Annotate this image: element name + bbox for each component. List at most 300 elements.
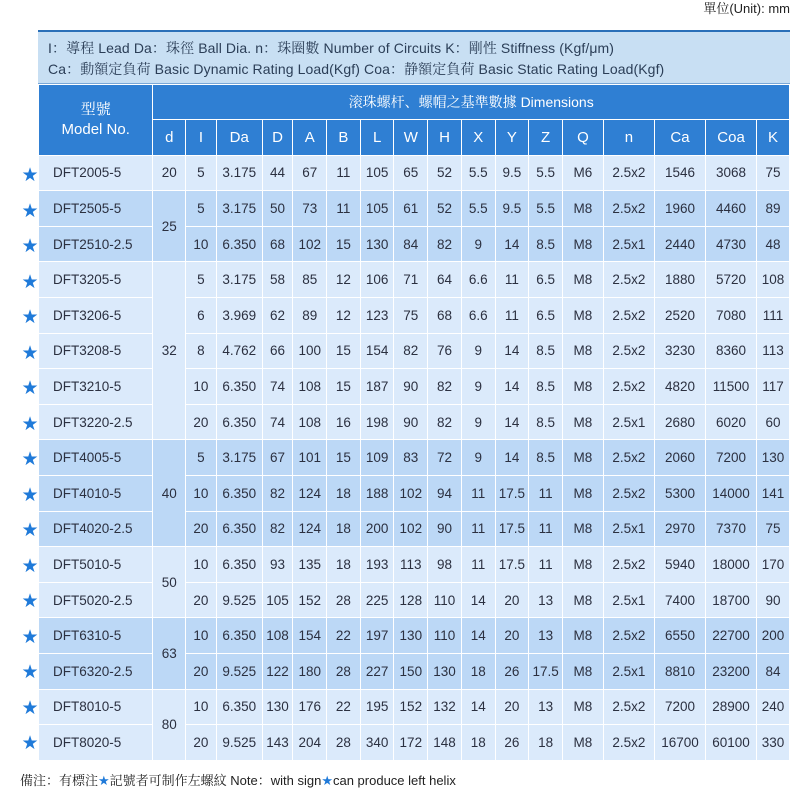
column-header-l: L xyxy=(360,120,394,156)
cell-da: 6.350 xyxy=(216,689,262,725)
cell-a: 152 xyxy=(293,582,327,618)
cell-a: 135 xyxy=(293,547,327,583)
model-cell: DFT4005-5 xyxy=(39,440,153,476)
cell-z: 8.5 xyxy=(529,440,563,476)
cell-y: 20 xyxy=(495,582,529,618)
cell-i: 5 xyxy=(186,191,217,227)
model-cell: DFT3220-2.5 xyxy=(39,404,153,440)
cell-n: 2.5x1 xyxy=(603,226,654,262)
cell-coa: 3068 xyxy=(706,155,757,191)
model-cell: DFT5010-5 xyxy=(39,547,153,583)
cell-a: 100 xyxy=(293,333,327,369)
cell-da: 6.350 xyxy=(216,475,262,511)
cell-n: 2.5x2 xyxy=(603,725,654,761)
model-cell: DFT5020-2.5 xyxy=(39,582,153,618)
cell-d: 108 xyxy=(262,618,293,654)
cell-ca: 5300 xyxy=(654,475,705,511)
model-cell: DFT3205-5 xyxy=(39,262,153,298)
cell-w: 71 xyxy=(394,262,428,298)
model-header-en: Model No. xyxy=(61,120,130,138)
cell-q: M8 xyxy=(562,226,603,262)
star-icon: ★ xyxy=(21,342,39,364)
cell-k: 170 xyxy=(757,547,790,583)
cell-i: 6 xyxy=(186,297,217,333)
cell-l: 225 xyxy=(360,582,394,618)
cell-coa: 6020 xyxy=(706,404,757,440)
footer-note xyxy=(20,770,456,789)
cell-l: 105 xyxy=(360,155,394,191)
model-cell: DFT2005-5 xyxy=(39,155,153,191)
cell-b: 15 xyxy=(327,333,361,369)
cell-w: 82 xyxy=(394,333,428,369)
cell-n: 2.5x2 xyxy=(603,618,654,654)
cell-l: 340 xyxy=(360,725,394,761)
cell-h: 76 xyxy=(428,333,462,369)
cell-coa: 22700 xyxy=(706,618,757,654)
cell-w: 90 xyxy=(394,369,428,405)
cell-da: 4.762 xyxy=(216,333,262,369)
cell-b: 11 xyxy=(327,155,361,191)
table-row xyxy=(39,547,790,583)
d-cell: 25 xyxy=(153,191,186,262)
star-icon: ★ xyxy=(21,662,39,683)
cell-x: 9 xyxy=(461,333,495,369)
cell-da: 3.969 xyxy=(216,297,262,333)
cell-da: 9.525 xyxy=(216,582,262,618)
cell-da: 3.175 xyxy=(216,155,262,191)
cell-a: 101 xyxy=(293,440,327,476)
cell-coa: 28900 xyxy=(706,689,757,725)
cell-coa: 7200 xyxy=(706,440,757,476)
star-icon: ★ xyxy=(21,555,39,577)
cell-coa: 7370 xyxy=(706,511,757,547)
cell-h: 64 xyxy=(428,262,462,298)
cell-i: 20 xyxy=(186,653,217,689)
cell-d: 58 xyxy=(262,262,293,298)
cell-k: 240 xyxy=(757,689,790,725)
cell-x: 11 xyxy=(461,475,495,511)
cell-d: 105 xyxy=(262,582,293,618)
cell-l: 109 xyxy=(360,440,394,476)
table-row xyxy=(39,725,790,761)
legend-line-1: I：導程 Lead Da：珠徑 Ball Dia. n：珠圈數 Number of Circuits K：剛性 Stiffness (Kgf/μm) xyxy=(48,40,615,56)
cell-da: 9.525 xyxy=(216,653,262,689)
cell-w: 128 xyxy=(394,582,428,618)
cell-l: 106 xyxy=(360,262,394,298)
cell-y: 17.5 xyxy=(495,511,529,547)
cell-q: M8 xyxy=(562,475,603,511)
cell-y: 17.5 xyxy=(495,475,529,511)
cell-q: M8 xyxy=(562,618,603,654)
cell-da: 3.175 xyxy=(216,262,262,298)
cell-y: 26 xyxy=(495,653,529,689)
table-row xyxy=(39,297,790,333)
cell-x: 14 xyxy=(461,689,495,725)
cell-w: 150 xyxy=(394,653,428,689)
cell-a: 67 xyxy=(293,155,327,191)
cell-k: 84 xyxy=(757,653,790,689)
cell-a: 204 xyxy=(293,725,327,761)
cell-i: 20 xyxy=(186,404,217,440)
cell-h: 52 xyxy=(428,155,462,191)
cell-z: 17.5 xyxy=(529,653,563,689)
cell-b: 16 xyxy=(327,404,361,440)
cell-l: 154 xyxy=(360,333,394,369)
cell-h: 82 xyxy=(428,404,462,440)
cell-b: 11 xyxy=(327,191,361,227)
spec-table xyxy=(38,84,790,761)
cell-h: 72 xyxy=(428,440,462,476)
cell-z: 18 xyxy=(529,725,563,761)
cell-da: 6.350 xyxy=(216,547,262,583)
cell-l: 187 xyxy=(360,369,394,405)
cell-ca: 2970 xyxy=(654,511,705,547)
cell-q: M8 xyxy=(562,262,603,298)
cell-q: M8 xyxy=(562,369,603,405)
column-header-x: X xyxy=(461,120,495,156)
note-prefix: 備注：有標注 xyxy=(20,773,99,788)
cell-n: 2.5x1 xyxy=(603,511,654,547)
table-row xyxy=(39,226,790,262)
cell-d: 143 xyxy=(262,725,293,761)
cell-coa: 7080 xyxy=(706,297,757,333)
cell-d: 62 xyxy=(262,297,293,333)
cell-n: 2.5x2 xyxy=(603,475,654,511)
table-row xyxy=(39,582,790,618)
cell-z: 6.5 xyxy=(529,297,563,333)
cell-q: M6 xyxy=(562,155,603,191)
cell-w: 102 xyxy=(394,475,428,511)
model-header-zh: 型號 xyxy=(80,100,111,118)
cell-da: 9.525 xyxy=(216,725,262,761)
star-icon: ★ xyxy=(21,484,39,506)
cell-k: 130 xyxy=(757,440,790,476)
cell-ca: 16700 xyxy=(654,725,705,761)
cell-z: 13 xyxy=(529,618,563,654)
cell-h: 132 xyxy=(428,689,462,725)
table-row xyxy=(39,262,790,298)
cell-l: 130 xyxy=(360,226,394,262)
cell-z: 8.5 xyxy=(529,404,563,440)
star-icon: ★ xyxy=(21,378,39,399)
cell-ca: 2680 xyxy=(654,404,705,440)
cell-da: 3.175 xyxy=(216,440,262,476)
cell-x: 14 xyxy=(461,618,495,654)
cell-b: 28 xyxy=(327,582,361,618)
cell-z: 8.5 xyxy=(529,369,563,405)
cell-da: 6.350 xyxy=(216,511,262,547)
cell-h: 94 xyxy=(428,475,462,511)
cell-y: 9.5 xyxy=(495,191,529,227)
star-icon: ★ xyxy=(21,165,39,186)
cell-d: 68 xyxy=(262,226,293,262)
cell-y: 26 xyxy=(495,725,529,761)
cell-y: 20 xyxy=(495,618,529,654)
cell-n: 2.5x2 xyxy=(603,262,654,298)
cell-i: 5 xyxy=(186,262,217,298)
cell-z: 11 xyxy=(529,511,563,547)
star-icon: ★ xyxy=(21,413,39,435)
column-header-y: Y xyxy=(495,120,529,156)
cell-n: 2.5x1 xyxy=(603,653,654,689)
cell-h: 90 xyxy=(428,511,462,547)
model-cell: DFT2505-5 xyxy=(39,191,153,227)
cell-h: 52 xyxy=(428,191,462,227)
cell-b: 15 xyxy=(327,226,361,262)
cell-z: 8.5 xyxy=(529,333,563,369)
cell-x: 5.5 xyxy=(461,191,495,227)
cell-w: 61 xyxy=(394,191,428,227)
cell-w: 75 xyxy=(394,297,428,333)
cell-k: 48 xyxy=(757,226,790,262)
cell-k: 330 xyxy=(757,725,790,761)
cell-d: 50 xyxy=(262,191,293,227)
cell-coa: 5720 xyxy=(706,262,757,298)
cell-z: 13 xyxy=(529,582,563,618)
cell-k: 111 xyxy=(757,297,790,333)
cell-a: 180 xyxy=(293,653,327,689)
dimensions-header: 滚珠螺杆、螺帽之基準數據 Dimensions xyxy=(153,85,790,120)
cell-q: M8 xyxy=(562,297,603,333)
cell-q: M8 xyxy=(562,582,603,618)
cell-n: 2.5x2 xyxy=(603,155,654,191)
d-cell: 50 xyxy=(153,547,186,618)
model-cell: DFT4010-5 xyxy=(39,475,153,511)
cell-w: 172 xyxy=(394,725,428,761)
column-header-n: n xyxy=(603,120,654,156)
cell-x: 5.5 xyxy=(461,155,495,191)
cell-k: 75 xyxy=(757,155,790,191)
star-icon: ★ xyxy=(21,449,39,470)
cell-x: 6.6 xyxy=(461,297,495,333)
cell-d: 82 xyxy=(262,511,293,547)
table-row xyxy=(39,404,790,440)
model-cell: DFT3206-5 xyxy=(39,297,153,333)
cell-i: 8 xyxy=(186,333,217,369)
cell-i: 10 xyxy=(186,369,217,405)
cell-a: 124 xyxy=(293,475,327,511)
cell-w: 83 xyxy=(394,440,428,476)
cell-d: 130 xyxy=(262,689,293,725)
cell-a: 73 xyxy=(293,191,327,227)
d-cell: 20 xyxy=(153,155,186,191)
cell-n: 2.5x2 xyxy=(603,369,654,405)
cell-a: 108 xyxy=(293,369,327,405)
column-header-w: W xyxy=(394,120,428,156)
note-mid: 記號者可制作左螺紋 Note：with sign xyxy=(109,773,322,788)
cell-q: M8 xyxy=(562,404,603,440)
cell-x: 9 xyxy=(461,226,495,262)
cell-i: 5 xyxy=(186,155,217,191)
cell-x: 18 xyxy=(461,725,495,761)
cell-b: 18 xyxy=(327,547,361,583)
cell-ca: 1546 xyxy=(654,155,705,191)
cell-l: 198 xyxy=(360,404,394,440)
cell-w: 113 xyxy=(394,547,428,583)
column-header-d: D xyxy=(262,120,293,156)
cell-b: 12 xyxy=(327,297,361,333)
cell-n: 2.5x2 xyxy=(603,333,654,369)
cell-i: 10 xyxy=(186,226,217,262)
cell-h: 82 xyxy=(428,369,462,405)
model-cell: DFT3208-5 xyxy=(39,333,153,369)
cell-ca: 2520 xyxy=(654,297,705,333)
cell-w: 102 xyxy=(394,511,428,547)
cell-b: 28 xyxy=(327,653,361,689)
star-icon: ★ xyxy=(21,520,39,541)
cell-coa: 8360 xyxy=(706,333,757,369)
cell-y: 14 xyxy=(495,404,529,440)
column-header-z: Z xyxy=(529,120,563,156)
cell-d: 74 xyxy=(262,404,293,440)
cell-z: 11 xyxy=(529,547,563,583)
column-header-coa: Coa xyxy=(706,120,757,156)
cell-x: 9 xyxy=(461,440,495,476)
cell-x: 9 xyxy=(461,404,495,440)
cell-b: 22 xyxy=(327,618,361,654)
cell-w: 84 xyxy=(394,226,428,262)
cell-l: 200 xyxy=(360,511,394,547)
cell-ca: 1880 xyxy=(654,262,705,298)
cell-a: 108 xyxy=(293,404,327,440)
cell-l: 227 xyxy=(360,653,394,689)
cell-a: 124 xyxy=(293,511,327,547)
cell-k: 113 xyxy=(757,333,790,369)
cell-x: 6.6 xyxy=(461,262,495,298)
cell-i: 5 xyxy=(186,440,217,476)
cell-ca: 2060 xyxy=(654,440,705,476)
cell-i: 10 xyxy=(186,618,217,654)
table-row xyxy=(39,333,790,369)
cell-x: 11 xyxy=(461,547,495,583)
cell-b: 18 xyxy=(327,475,361,511)
cell-x: 11 xyxy=(461,511,495,547)
column-header-i: I xyxy=(186,120,217,156)
model-cell: DFT6310-5 xyxy=(39,618,153,654)
table-row xyxy=(39,653,790,689)
cell-y: 17.5 xyxy=(495,547,529,583)
cell-x: 18 xyxy=(461,653,495,689)
column-header-h: H xyxy=(428,120,462,156)
cell-l: 123 xyxy=(360,297,394,333)
cell-y: 9.5 xyxy=(495,155,529,191)
cell-i: 10 xyxy=(186,475,217,511)
cell-n: 2.5x2 xyxy=(603,689,654,725)
star-icon: ★ xyxy=(21,307,39,328)
cell-q: M8 xyxy=(562,191,603,227)
header-row-title xyxy=(39,85,790,120)
cell-y: 11 xyxy=(495,297,529,333)
cell-h: 130 xyxy=(428,653,462,689)
cell-k: 60 xyxy=(757,404,790,440)
cell-da: 6.350 xyxy=(216,404,262,440)
d-cell: 32 xyxy=(153,262,186,440)
cell-coa: 4730 xyxy=(706,226,757,262)
star-icon: ★ xyxy=(321,773,333,788)
cell-da: 6.350 xyxy=(216,618,262,654)
cell-q: M8 xyxy=(562,653,603,689)
column-header-da: Da xyxy=(216,120,262,156)
column-header-ca: Ca xyxy=(654,120,705,156)
cell-k: 90 xyxy=(757,582,790,618)
table-row xyxy=(39,689,790,725)
cell-coa: 18700 xyxy=(706,582,757,618)
star-icon: ★ xyxy=(21,200,39,222)
cell-q: M8 xyxy=(562,333,603,369)
cell-coa: 60100 xyxy=(706,725,757,761)
cell-d: 122 xyxy=(262,653,293,689)
column-header-d: d xyxy=(153,120,186,156)
d-cell: 40 xyxy=(153,440,186,547)
cell-q: M8 xyxy=(562,689,603,725)
cell-k: 75 xyxy=(757,511,790,547)
cell-coa: 14000 xyxy=(706,475,757,511)
column-header-b: B xyxy=(327,120,361,156)
cell-n: 2.5x2 xyxy=(603,440,654,476)
cell-z: 5.5 xyxy=(529,155,563,191)
cell-b: 22 xyxy=(327,689,361,725)
table-row xyxy=(39,475,790,511)
cell-a: 89 xyxy=(293,297,327,333)
cell-a: 176 xyxy=(293,689,327,725)
table-row xyxy=(39,155,790,191)
cell-ca: 7400 xyxy=(654,582,705,618)
legend-line-2: Ca：動額定負荷 Basic Dynamic Rating Load(Kgf) Coa：静額定負荷 Basic Static Rating Load(Kgf) xyxy=(48,61,665,77)
cell-n: 2.5x1 xyxy=(603,582,654,618)
cell-y: 14 xyxy=(495,369,529,405)
star-icon: ★ xyxy=(21,697,39,719)
cell-d: 93 xyxy=(262,547,293,583)
cell-l: 195 xyxy=(360,689,394,725)
cell-y: 20 xyxy=(495,689,529,725)
cell-coa: 11500 xyxy=(706,369,757,405)
cell-d: 74 xyxy=(262,369,293,405)
cell-q: M8 xyxy=(562,440,603,476)
cell-z: 6.5 xyxy=(529,262,563,298)
cell-a: 154 xyxy=(293,618,327,654)
cell-z: 13 xyxy=(529,689,563,725)
cell-n: 2.5x2 xyxy=(603,547,654,583)
cell-i: 10 xyxy=(186,689,217,725)
cell-d: 82 xyxy=(262,475,293,511)
model-cell: DFT3210-5 xyxy=(39,369,153,405)
cell-k: 117 xyxy=(757,369,790,405)
cell-k: 200 xyxy=(757,618,790,654)
cell-k: 89 xyxy=(757,191,790,227)
table-row xyxy=(39,618,790,654)
star-icon: ★ xyxy=(21,236,39,257)
cell-k: 141 xyxy=(757,475,790,511)
cell-ca: 5940 xyxy=(654,547,705,583)
cell-w: 65 xyxy=(394,155,428,191)
cell-y: 14 xyxy=(495,226,529,262)
cell-n: 2.5x2 xyxy=(603,191,654,227)
cell-h: 82 xyxy=(428,226,462,262)
cell-d: 44 xyxy=(262,155,293,191)
cell-q: M8 xyxy=(562,725,603,761)
cell-q: M8 xyxy=(562,547,603,583)
cell-a: 102 xyxy=(293,226,327,262)
cell-w: 90 xyxy=(394,404,428,440)
star-icon: ★ xyxy=(21,271,39,293)
cell-da: 6.350 xyxy=(216,369,262,405)
table-row xyxy=(39,369,790,405)
cell-y: 14 xyxy=(495,440,529,476)
cell-z: 11 xyxy=(529,475,563,511)
cell-n: 2.5x1 xyxy=(603,404,654,440)
column-header-q: Q xyxy=(562,120,603,156)
column-header-k: K xyxy=(757,120,790,156)
